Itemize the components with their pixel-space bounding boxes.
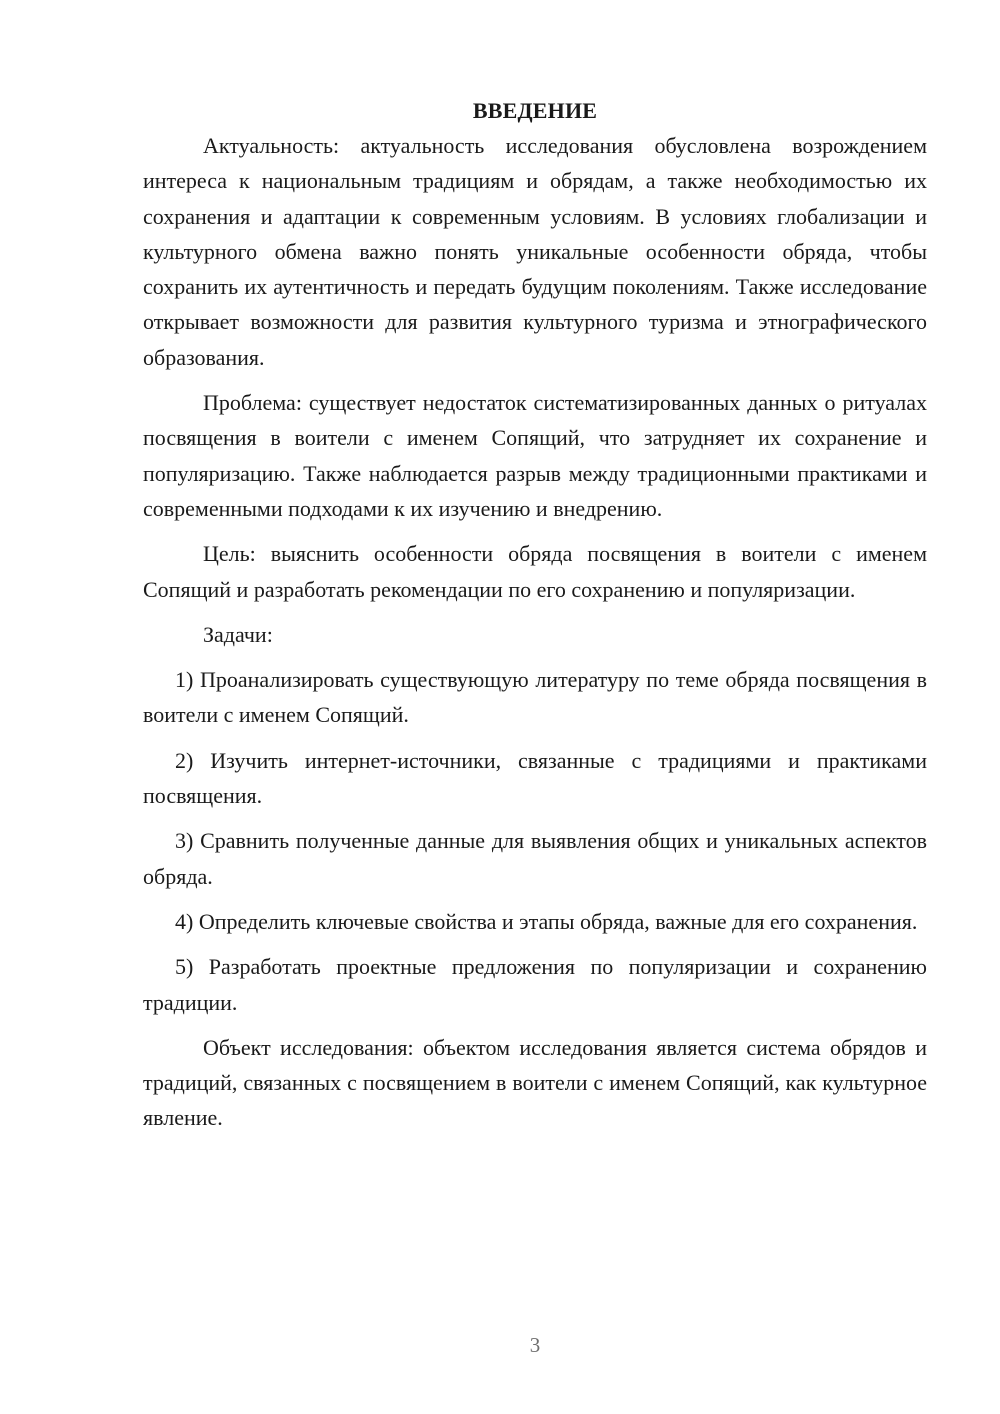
task-item: 1) Проанализировать существующую литературу по теме обряда посвящения в воители с именем Сопящий. xyxy=(143,667,927,728)
section-heading: ВВЕДЕНИЕ xyxy=(472,98,598,123)
paragraph-object: Объект исследования: объектом исследования является система обрядов и традиций, связанных с посвящением в воители с именем Сопящий, как культурное явление. xyxy=(143,1034,927,1131)
paragraph-goal: Цель: выяснить особенности обряда посвящения в воители с именем Сопящий и разработать рекомендации по его сохранению и популяризации. xyxy=(143,541,927,602)
task-item: 2) Изучить интернет-источники, связанные с традициями и практиками посвящения. xyxy=(143,747,927,809)
paragraph-relevance: Актуальность: актуальность исследования обусловлена возрождением интереса к национальным традициям и обрядам, а также необходимостью их сохранения и адаптации к современным условиям. В условиях глобализации и культурного обмена важно понять уникальные особенности обряда, чтобы сохранить их аутентичность и передать будущим поколениям. Также исследование открывает возможности для развития культурного туризма и этнографического образования. xyxy=(143,133,927,370)
paragraph-problem: Проблема: существует недостаток систематизированных данных о ритуалах посвящения в воители с именем Сопящий, что затрудняет их сохранение и популяризацию. Также наблюдается разрыв между традиционными практиками и современными подходами к их изучению и внедрению. xyxy=(143,390,927,521)
page-content xyxy=(143,93,927,1146)
task-item: 4) Определить ключевые свойства и этапы обряда, важные для его сохранения. xyxy=(175,908,918,934)
tasks-label: Задачи: xyxy=(203,621,273,647)
page-number: 3 xyxy=(529,1333,541,1357)
task-item: 3) Сравнить полученные данные для выявления общих и уникальных аспектов обряда. xyxy=(143,828,927,889)
task-item: 5) Разработать проектные предложения по популяризации и сохранению традиции. xyxy=(143,954,927,1015)
